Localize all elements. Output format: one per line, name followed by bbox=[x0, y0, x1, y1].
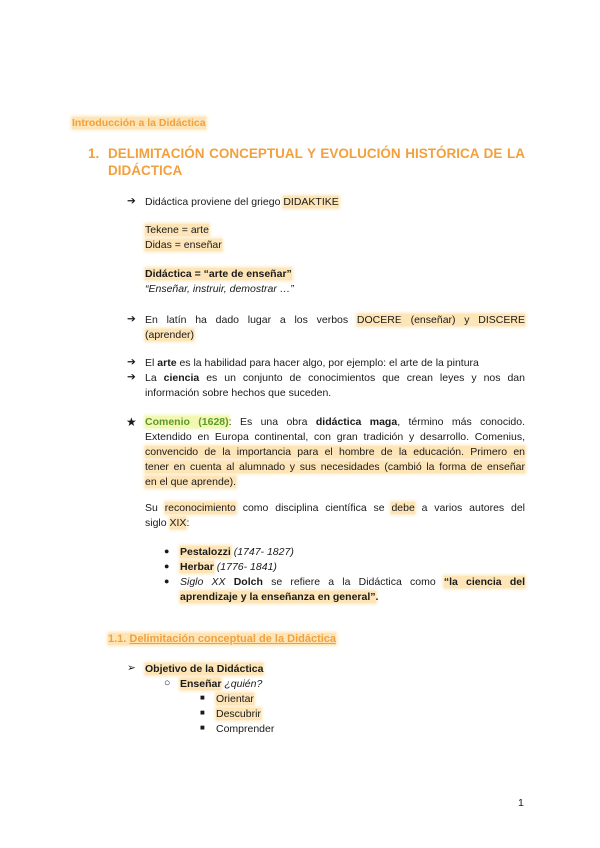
ciencia-block bbox=[145, 371, 525, 401]
author-name: Herbar bbox=[180, 561, 214, 573]
recognition-term: reconocimiento bbox=[164, 502, 236, 514]
dolch-text: se refiere a la Didáctica como bbox=[262, 576, 444, 588]
teach-item-text: Comprender bbox=[216, 723, 275, 735]
latin-mid: (enseñar) y DISCERE bbox=[401, 314, 525, 326]
comenio-line-3: convencido de la importancia para el hombre de la educación. Primero en bbox=[145, 446, 525, 458]
dolch-century: Siglo XX bbox=[180, 576, 234, 588]
arrow-icon: ➔ bbox=[127, 195, 136, 207]
didas-text: Didas = enseñar bbox=[145, 239, 222, 251]
origin-text: Didáctica proviene del griego bbox=[145, 196, 284, 208]
dolch-name: Dolch bbox=[233, 576, 263, 588]
heading-number: 1. bbox=[88, 146, 100, 161]
teach-item-text: Orientar bbox=[216, 693, 254, 705]
tekene-text: Tekene = arte bbox=[145, 224, 209, 236]
circle-bullet-icon: ○ bbox=[164, 677, 171, 689]
heading-line-2 bbox=[108, 162, 182, 179]
author-dates: (1776- 1841) bbox=[213, 561, 277, 573]
heading-1 bbox=[88, 145, 99, 162]
comenio-line-2: Extendido en Europa continental, con gran tradición y desarrollo. Comenius, bbox=[145, 431, 525, 443]
document-header bbox=[72, 117, 206, 129]
teach-line bbox=[180, 677, 262, 692]
teach-question: ¿quién? bbox=[221, 678, 263, 690]
author-dates: (1747- 1827) bbox=[230, 546, 294, 558]
square-bullet-icon: ■ bbox=[200, 723, 205, 732]
bullet-icon: ● bbox=[164, 546, 170, 556]
teach-label: Enseñar bbox=[180, 678, 222, 690]
recognition-pre: Su bbox=[145, 502, 165, 514]
recognition-mid: como disciplina científica se bbox=[235, 502, 392, 514]
arrow-icon: ➔ bbox=[127, 356, 136, 368]
arte-pre: El bbox=[145, 357, 158, 369]
objective-line bbox=[145, 662, 263, 677]
recognition-verb: debe bbox=[391, 502, 415, 514]
greek-roots bbox=[145, 223, 222, 253]
bullet-icon: ● bbox=[164, 576, 170, 586]
author-pestalozzi bbox=[180, 545, 294, 560]
comenio-t2: , término más conocido. bbox=[397, 416, 526, 428]
dolch-quote-2: aprendizaje y la enseñanza en general” bbox=[180, 591, 376, 603]
heading-line-1-text: DELIMITACIÓN CONCEPTUAL Y EVOLUCIÓN HISTÓRICA DE LA bbox=[108, 146, 525, 161]
arrow-icon: ➔ bbox=[127, 371, 136, 383]
page-number-text: 1 bbox=[518, 797, 524, 809]
objective-label: Objetivo de la Didáctica bbox=[145, 663, 264, 675]
latin-line-2: (aprender) bbox=[145, 329, 195, 341]
header-title: Introducción a la Didáctica bbox=[72, 117, 206, 129]
recognition-block bbox=[145, 501, 525, 531]
definition-label: Didáctica = “arte de enseñar” bbox=[145, 268, 292, 280]
triangle-arrow-icon: ➢ bbox=[127, 662, 136, 674]
origin-line bbox=[145, 195, 339, 210]
recognition-century: XIX bbox=[169, 517, 187, 529]
section-number: 1.1. bbox=[108, 633, 127, 645]
arte-term: arte bbox=[157, 357, 177, 369]
definition-synonyms: “Enseñar, instruir, demostrar …” bbox=[145, 283, 294, 295]
author-name: Pestalozzi bbox=[180, 546, 231, 558]
comenio-t1: : Es una obra bbox=[228, 416, 316, 428]
star-icon: ★ bbox=[126, 415, 137, 429]
comenio-line-4: tener en cuenta al alumnado y sus necesidades (cambió la forma de enseñar bbox=[145, 461, 525, 473]
heading-line-2-text: DIDÁCTICA bbox=[108, 163, 183, 178]
ciencia-pre: La bbox=[145, 372, 164, 384]
origin-term: DIDAKTIKE bbox=[283, 196, 339, 208]
heading-line-1 bbox=[108, 145, 525, 162]
teach-item bbox=[216, 722, 274, 737]
ciencia-term: ciencia bbox=[163, 372, 200, 384]
arte-post: es la habilidad para hacer algo, por ejemplo: el arte de la pintura bbox=[176, 357, 479, 369]
teach-item bbox=[216, 692, 254, 707]
dolch-end: . bbox=[375, 591, 379, 603]
section-heading bbox=[108, 633, 336, 645]
latin-pre: En latín ha dado lugar a los verbos bbox=[145, 314, 357, 326]
ciencia-line-2: información sobre hechos que suceden. bbox=[145, 387, 332, 399]
comenio-block bbox=[145, 415, 525, 490]
latin-block bbox=[145, 313, 525, 343]
teach-item-text: Descubrir bbox=[216, 708, 261, 720]
ciencia-post: es un conjunto de conocimientos que crean leyes y nos dan bbox=[199, 372, 525, 384]
arrow-icon: ➔ bbox=[127, 313, 136, 325]
bullet-icon: ● bbox=[164, 561, 170, 571]
latin-verb-docere: DOCERE bbox=[356, 314, 402, 326]
recognition-post: a varios autores del bbox=[414, 502, 525, 514]
comenio-line-5: en el que aprende). bbox=[145, 476, 237, 488]
comenio-work: didáctica maga bbox=[315, 416, 398, 428]
square-bullet-icon: ■ bbox=[200, 708, 205, 717]
teach-item bbox=[216, 707, 261, 722]
recognition-line2-post: : bbox=[186, 517, 190, 529]
arte-line bbox=[145, 356, 525, 371]
page-number bbox=[518, 797, 524, 809]
section-title: Delimitación conceptual de la Didáctica bbox=[129, 633, 337, 645]
comenio-name: Comenio (1628) bbox=[145, 416, 229, 428]
definition-block bbox=[145, 267, 294, 297]
recognition-line2-pre: siglo bbox=[145, 517, 170, 529]
author-herbar bbox=[180, 560, 277, 575]
author-dolch bbox=[180, 575, 525, 605]
square-bullet-icon: ■ bbox=[200, 693, 205, 702]
dolch-quote-1: “la ciencia del bbox=[443, 576, 525, 588]
